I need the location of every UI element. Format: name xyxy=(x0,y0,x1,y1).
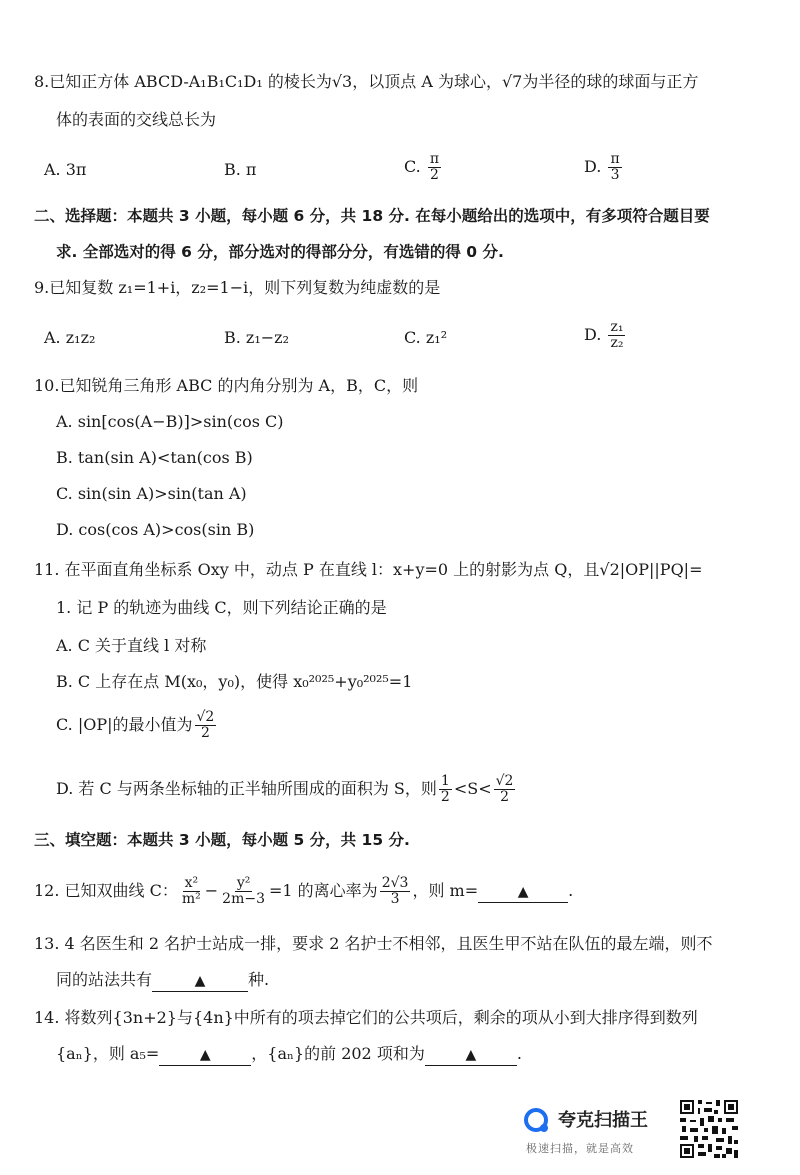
fraction-denominator: 2 xyxy=(440,789,450,805)
section2-heading-line1: 二、选择题：本题共 3 小题，每小题 6 分，共 18 分. 在每小题给出的选项中，有多项符合题目要 xyxy=(34,207,710,225)
fraction-numerator: z₁ xyxy=(610,319,624,335)
q8-stem-line2: 体的表面的交线总长为 xyxy=(56,110,217,129)
q11-option-a: A. C 关于直线 l 对称 xyxy=(56,636,207,655)
fraction-denominator: z₂ xyxy=(610,335,624,351)
triangle-icon: ▲ xyxy=(199,1047,211,1063)
q14-answer-blank-2[interactable] xyxy=(425,1045,517,1066)
q11-option-b: B. C 上存在点 M(x₀，y₀)，使得 x₀²⁰²⁵+y₀²⁰²⁵=1 xyxy=(56,672,413,691)
triangle-icon: ▲ xyxy=(465,1047,477,1063)
q13-stem-line2 xyxy=(56,968,269,992)
q12-middle: =1 的离心率为 xyxy=(269,881,378,900)
q11-stem-line2: 1. 记 P 的轨迹为曲线 C，则下列结论正确的是 xyxy=(56,598,387,617)
q13-line2-prefix: 同的站法共有 xyxy=(56,970,153,989)
q9-option-d xyxy=(584,320,627,351)
quark-logo-dot xyxy=(540,1124,548,1132)
q10-option-b: B. tan(sin A)<tan(cos B) xyxy=(56,448,253,467)
q11-option-c xyxy=(56,710,218,741)
q12-fraction-e xyxy=(380,876,411,907)
fraction-denominator: 3 xyxy=(610,167,620,183)
fraction-denominator: 2 xyxy=(500,789,509,805)
fraction-numerator: √2 xyxy=(495,773,514,789)
q8-option-d-fraction xyxy=(608,152,621,183)
q13-line2-suffix: 种. xyxy=(248,970,270,989)
q13-answer-blank[interactable] xyxy=(152,971,248,992)
scanner-watermark xyxy=(524,1100,674,1160)
q9-option-b: B. z₁−z₂ xyxy=(224,328,290,347)
scanner-brand: 夸克扫描王 xyxy=(558,1110,648,1131)
q12-fraction-x xyxy=(180,876,203,907)
scanner-slogan: 极速扫描，就是高效 xyxy=(526,1142,634,1155)
q10-option-c: C. sin(sin A)>sin(tan A) xyxy=(56,484,247,503)
q12-fraction-y xyxy=(220,876,267,907)
q11-option-d-text: D. 若 C 与两条坐标轴的正半轴所围成的面积为 S，则 xyxy=(56,779,437,798)
q10-stem: 10.已知锐角三角形 ABC 的内角分别为 A，B，C，则 xyxy=(34,376,419,395)
fraction-denominator: m² xyxy=(181,891,201,907)
fraction-numerator: y² xyxy=(236,875,251,891)
q8-option-c xyxy=(404,152,443,183)
q11-option-d-fraction-1 xyxy=(439,774,452,805)
qr-code-icon xyxy=(678,1098,740,1160)
q12-answer-blank[interactable] xyxy=(478,882,568,903)
q8-option-a: A. 3π xyxy=(44,160,87,179)
q9-option-d-label: D. xyxy=(584,325,602,344)
q12-minus: − xyxy=(204,881,219,900)
q11-option-c-fraction xyxy=(195,710,217,741)
fraction-denominator: 2 xyxy=(200,725,210,741)
q8-option-c-label: C. xyxy=(404,157,421,176)
q12-stem xyxy=(34,876,573,907)
q11-option-c-text: C. |OP|的最小值为 xyxy=(56,715,193,734)
q11-option-d-fraction-2 xyxy=(494,774,516,805)
q11-option-d xyxy=(56,774,517,805)
fraction-numerator: 2√3 xyxy=(381,875,409,891)
fraction-numerator: 1 xyxy=(440,773,450,789)
q9-option-c: C. z₁² xyxy=(404,328,448,347)
q12-end: . xyxy=(568,881,574,900)
q14-stem-line2 xyxy=(56,1042,522,1066)
triangle-icon: ▲ xyxy=(517,884,529,900)
q14-line2-end: . xyxy=(516,1044,522,1063)
q9-option-d-fraction xyxy=(608,320,625,351)
fraction-denominator: 2 xyxy=(430,167,439,183)
q12-post: ，则 m= xyxy=(412,881,479,900)
q13-stem-line1: 13. 4 名医生和 2 名护士站成一排，要求 2 名护士不相邻，且医生甲不站在队伍的最左端，则不 xyxy=(34,934,713,953)
fraction-numerator: x² xyxy=(184,875,199,891)
q14-stem-line1: 14. 将数列{3n+2}与{4n}中所有的项去掉它们的公共项后，剩余的项从小到大排序得到数列 xyxy=(34,1008,698,1027)
fraction-numerator: √2 xyxy=(196,709,215,725)
section3-heading: 三、填空题：本题共 3 小题，每小题 5 分，共 15 分. xyxy=(34,831,410,849)
q14-line2-prefix: {aₙ}，则 a₅= xyxy=(56,1044,160,1063)
fraction-numerator: π xyxy=(429,151,440,167)
q14-line2-middle: ，{aₙ}的前 202 项和为 xyxy=(251,1044,425,1063)
q8-option-d xyxy=(584,152,624,183)
q8-option-c-fraction xyxy=(428,152,441,183)
q9-option-a: A. z₁z₂ xyxy=(44,328,96,347)
q12-prefix: 12. 已知双曲线 C： xyxy=(34,881,178,900)
q11-option-d-inequality: <S< xyxy=(453,779,492,798)
q10-option-a: A. sin[cos(A−B)]>sin(cos C) xyxy=(56,412,284,431)
q14-answer-blank-1[interactable] xyxy=(159,1045,251,1066)
q9-stem: 9.已知复数 z₁=1+i，z₂=1−i，则下列复数为纯虚数的是 xyxy=(34,278,441,297)
q8-stem-line1: 8.已知正方体 ABCD-A₁B₁C₁D₁ 的棱长为√3，以顶点 A 为球心，√7为半径的球的球面与正方 xyxy=(34,72,699,91)
q8-option-d-label: D. xyxy=(584,157,602,176)
fraction-numerator: π xyxy=(610,151,620,167)
q8-option-b: B. π xyxy=(224,160,257,179)
fraction-denominator: 3 xyxy=(390,891,400,907)
triangle-icon: ▲ xyxy=(194,973,206,989)
section2-heading-line2: 求. 全部选对的得 6 分，部分选对的得部分分，有选错的得 0 分. xyxy=(56,243,504,261)
fraction-denominator: 2m−3 xyxy=(222,891,265,907)
q10-option-d: D. cos(cos A)>cos(sin B) xyxy=(56,520,255,539)
q11-stem-line1: 11. 在平面直角坐标系 Oxy 中，动点 P 在直线 l：x+y=0 上的射影为点 Q，且√2|OP||PQ|= xyxy=(34,560,703,579)
